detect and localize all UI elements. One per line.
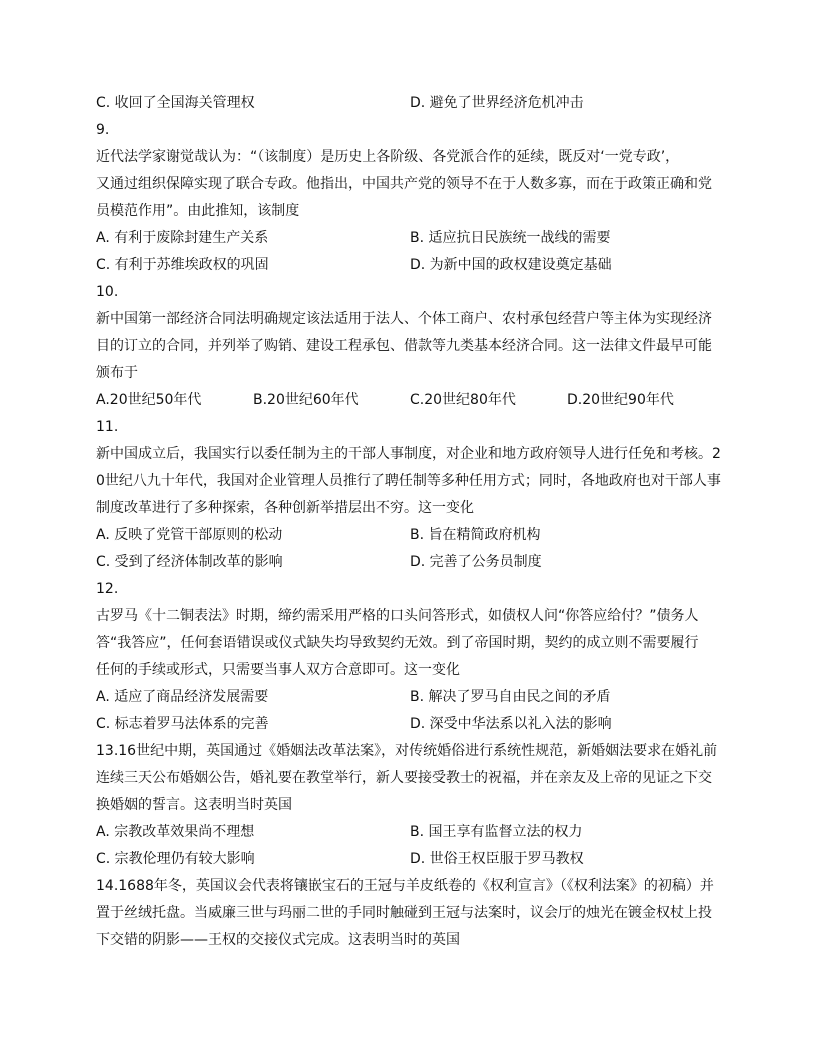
text-line: 13.16世纪中期，英国通过《婚姻法改革法案》，对传统婚俗进行系统性规范，新婚姻法要求在婚礼前: [96, 743, 718, 759]
options-row: [96, 387, 724, 414]
text-line: 制度改革进行了多种探索，各种创新举措层出不穷。这一变化: [96, 500, 474, 516]
text-line: 0世纪八九十年代，我国对企业管理人员推行了聘任制等多种任用方式；同时，各地政府也对干部人事: [96, 473, 721, 489]
option-a: C. 收回了全国海关管理权: [96, 95, 255, 111]
text-line: 又通过组织保障实现了联合专政。他指出，中国共产党的领导不在于人数多寡，而在于政策正确和党: [96, 176, 712, 192]
question-number: 11.: [96, 419, 119, 435]
option-b: B. 国王享有监督立法的权力: [410, 824, 583, 840]
text-line: 颁布于: [96, 365, 138, 381]
text-line: 新中国第一部经济合同法明确规定该法适用于法人、个体工商户、农村承包经营户等主体为实现经济: [96, 311, 712, 327]
option-a: A.20世纪50年代: [96, 392, 202, 408]
options-row: [96, 846, 724, 873]
question-number: 9.: [96, 122, 110, 138]
option-b: D. 世俗王权臣服于罗马教权: [410, 851, 584, 867]
text-line: 连续三天公布婚姻公告，婚礼要在教堂举行，新人要接受教士的祝福，并在亲友及上帝的见证之下交: [96, 770, 712, 786]
option-a: C. 标志着罗马法体系的完善: [96, 716, 269, 732]
text-line: 下交错的阴影——王权的交接仪式完成。这表明当时的英国: [96, 932, 460, 948]
text-line: 新中国成立后，我国实行以委任制为主的干部人事制度，对企业和地方政府领导人进行任免和考核。2: [96, 446, 721, 462]
options-row: [96, 819, 724, 846]
options-row: [96, 684, 724, 711]
option-d: D.20世纪90年代: [567, 392, 674, 408]
text-line: 任何的手续或形式，只需要当事人双方合意即可。这一变化: [96, 662, 460, 678]
options-row: [96, 522, 724, 549]
option-b: D. 避免了世界经济危机冲击: [410, 95, 584, 111]
option-a: A. 适应了商品经济发展需要: [96, 689, 269, 705]
text-line: 员模范作用”。由此推知，该制度: [96, 203, 300, 219]
option-a: C. 宗教伦理仍有较大影响: [96, 851, 255, 867]
text-line: 古罗马《十二铜表法》时期，缔约需采用严格的口头问答形式，如债权人问“你答应给付？”债务人: [96, 608, 699, 624]
option-b: D. 为新中国的政权建设奠定基础: [410, 257, 612, 273]
option-b: D. 深受中华法系以礼入法的影响: [410, 716, 612, 732]
option-b: B. 旨在精简政府机构: [410, 527, 541, 543]
option-b: B. 适应抗日民族统一战线的需要: [410, 230, 611, 246]
option-b: B. 解决了罗马自由民之间的矛盾: [410, 689, 611, 705]
options-row: [96, 90, 724, 117]
text-line: 目的订立的合同，并列举了购销、建设工程承包、借款等九类基本经济合同。这一法律文件最早可能: [96, 338, 712, 354]
option-b: D. 完善了公务员制度: [410, 554, 542, 570]
question-number: 10.: [96, 284, 119, 300]
option-a: A. 有利于废除封建生产关系: [96, 230, 269, 246]
text-line: 近代法学家谢觉哉认为：“（该制度）是历史上各阶级、各党派合作的延续，既反对‘一党专政’，: [96, 149, 680, 165]
text-line: 答“我答应”，任何套语错误或仪式缺失均导致契约无效。到了帝国时期，契约的成立则不需要履行: [96, 635, 699, 651]
option-c: C.20世纪80年代: [410, 392, 516, 408]
option-a: C. 有利于苏维埃政权的巩固: [96, 257, 269, 273]
option-a: A. 宗教改革效果尚不理想: [96, 824, 255, 840]
text-line: 置于丝绒托盘。当威廉三世与玛丽二世的手同时触碰到王冠与法案时，议会厅的烛光在镀金权杖上投: [96, 905, 712, 921]
options-row: [96, 225, 724, 252]
option-a: C. 受到了经济体制改革的影响: [96, 554, 283, 570]
option-b: B.20世纪60年代: [253, 392, 359, 408]
question-number: 12.: [96, 581, 119, 597]
text-line: 换婚姻的誓言。这表明当时英国: [96, 797, 292, 813]
options-row: [96, 711, 724, 738]
options-row: [96, 549, 724, 576]
option-a: A. 反映了党管干部原则的松动: [96, 527, 283, 543]
text-line: 14.1688年冬，英国议会代表将镶嵌宝石的王冠与羊皮纸卷的《权利宣言》（《权利法案》的初稿）并: [96, 878, 714, 894]
options-row: [96, 252, 724, 279]
document-page: [96, 90, 724, 954]
